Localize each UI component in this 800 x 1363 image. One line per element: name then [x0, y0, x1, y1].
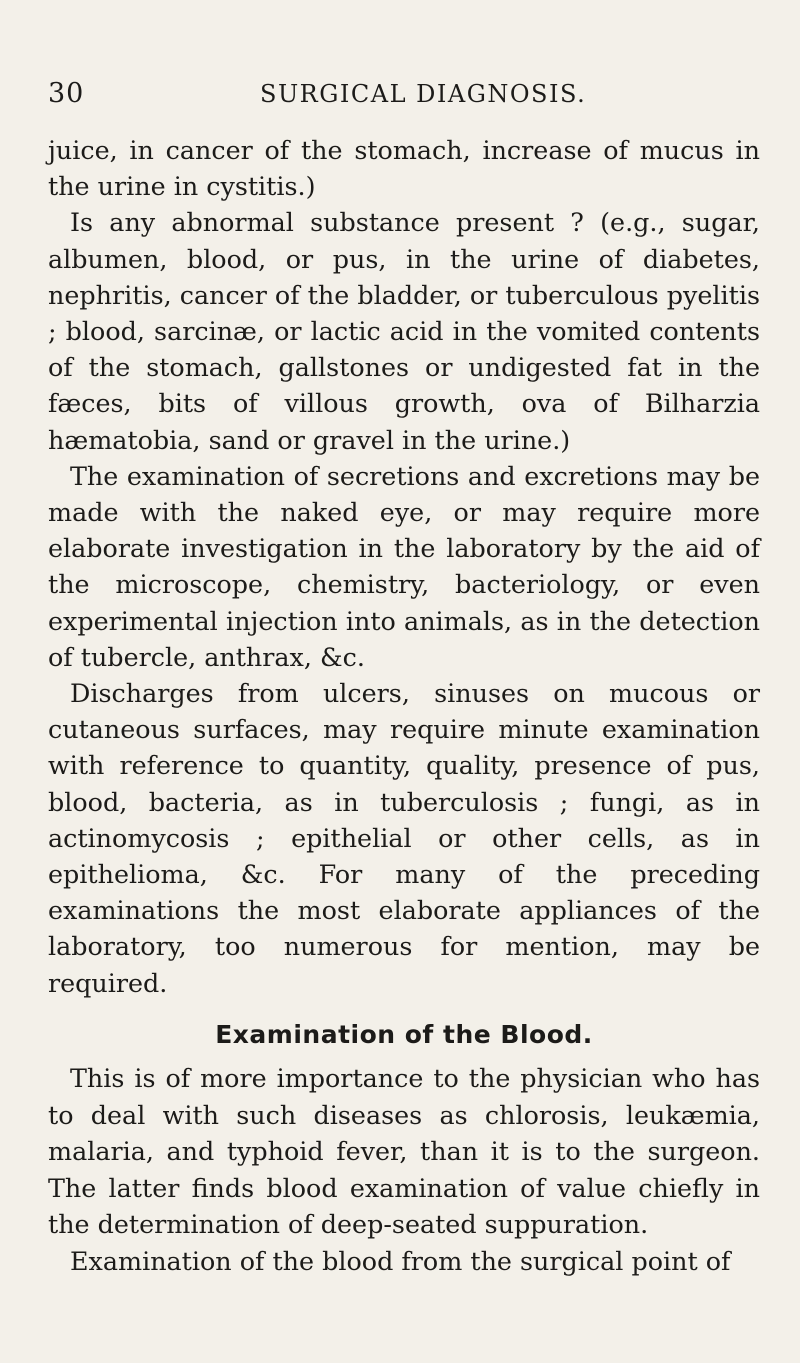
section-heading: Examination of the Blood.: [215, 1020, 593, 1049]
running-head: [48, 78, 760, 118]
paragraph-abnormal-substance: Is any abnormal substance present ? (e.g., sugar, albumen, blood, or pus, in the urine of diabetes, nephritis, cancer of the bladder, or tuberculous pyelitis ; blood, sarcinæ, or lactic acid in the vomited contents of the stomach, gallstones or undigested fat in the fæces, bits of villous growth, ova of Bilharzia hæmatobia, sand or gravel in the urine.): [48, 207, 760, 455]
paragraph-blood-importance: This is of more importance to the physician who has to deal with such diseases as chlorosis, leukæmia, malaria, and typhoid fever, than it is to the surgeon. The latter finds blood examination of value chiefly in the determination of deep-seated suppuration.: [48, 1063, 760, 1239]
paragraph-continuation: juice, in cancer of the stomach, increase of mucus in the urine in cystitis.): [48, 135, 760, 202]
paragraph-secretions-examination: The examination of secretions and excretions may be made with the naked eye, or may require more elaborate investigation in the laboratory by the aid of the microscope, chemistry, bacteriology, or even experimental injection into animals, as in the detection of tubercle, anthrax, &c.: [48, 460, 760, 672]
body-text: [48, 132, 760, 1001]
section-body-text: [48, 1060, 760, 1279]
paragraph-discharges: Discharges from ulcers, sinuses on mucous or cutaneous surfaces, may require minute examination with reference to quantity, quality, presence of pus, blood, bacteria, as in tuberculosis ; fungi, as in actinomycosis ; epithelial or other cells, as in epithelioma, &c. For many of the preceding examinations the most elaborate appliances of the laboratory, too numerous for mention, may be required.: [48, 678, 760, 998]
paragraph-blood-surgical: Examination of the blood from the surgical point of: [70, 1245, 731, 1276]
page-number: 30: [48, 78, 85, 109]
running-title: SURGICAL DIAGNOSIS.: [260, 80, 587, 108]
